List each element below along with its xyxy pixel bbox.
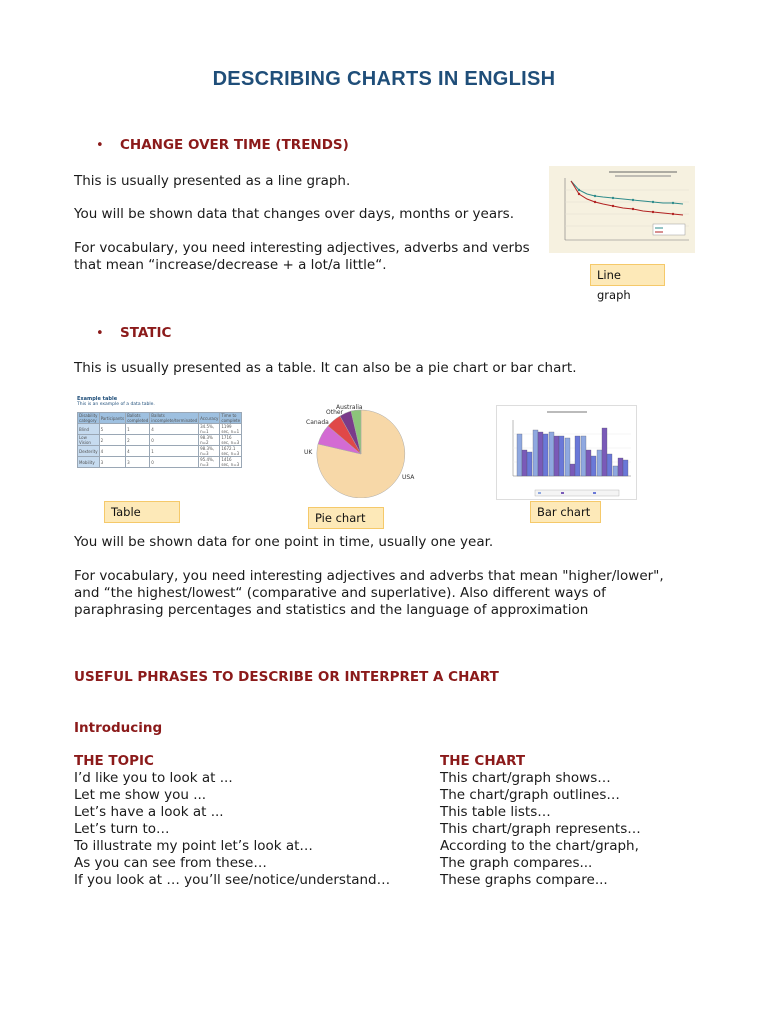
line-graph-thumbnail <box>549 166 695 253</box>
chart-phrase: This chart/graph shows… <box>440 770 611 786</box>
topic-column-title: THE TOPIC <box>74 753 154 769</box>
line-graph-caption: Line graph <box>590 264 665 286</box>
pie-label-other: Other <box>326 409 344 416</box>
trends-heading: CHANGE OVER TIME (TRENDS) <box>120 137 349 153</box>
static-paragraph-3b: and “the highest/lowest“ (comparative and superlative). Also different ways of <box>74 585 606 601</box>
table-cell: 1716 sec, n=3 <box>220 435 242 446</box>
chart-phrase: These graphs compare... <box>440 872 608 888</box>
table-thumbnail <box>77 396 241 488</box>
pie-label-canada: Canada <box>306 419 329 426</box>
trends-paragraph-3a: For vocabulary, you need interesting adjectives, adverbs and verbs <box>74 240 530 256</box>
table-cell: 98.3% n=2 <box>199 435 220 446</box>
table-header-row <box>78 413 242 424</box>
topic-phrase: Let’s have a look at ... <box>74 804 224 820</box>
table-header: Ballots completed <box>127 413 149 423</box>
topic-phrase: Let’s turn to… <box>74 821 170 837</box>
table-header: Ballots incomplete/terminated <box>151 413 198 423</box>
table-thumb-title: Example table <box>77 396 118 402</box>
pie-label-uk: UK <box>304 449 313 456</box>
chart-phrase: According to the chart/graph, <box>440 838 639 854</box>
topic-column <box>74 753 390 889</box>
table-cell: 5 <box>99 424 126 435</box>
bullet-icon: • <box>96 326 104 341</box>
static-paragraph-2: You will be shown data for one point in time, usually one year. <box>74 534 494 550</box>
topic-phrase: As you can see from these… <box>74 855 267 871</box>
table-cell: 95.4%, n=3 <box>199 457 220 468</box>
table-cell: 0 <box>150 457 199 468</box>
chart-phrase: This table lists… <box>440 804 551 820</box>
table-header: Time to complete <box>221 413 241 423</box>
sample-table <box>77 412 242 468</box>
table-row <box>78 457 242 468</box>
table-cell: 2 <box>126 435 150 446</box>
topic-phrase: Let me show you ... <box>74 787 207 803</box>
topic-phrase: To illustrate my point let’s look at… <box>74 838 313 854</box>
table-cell: Dexterity <box>78 446 100 457</box>
table-cell: 98.3%, n=3 <box>199 446 220 457</box>
table-header: Accuracy <box>199 413 220 424</box>
table-cell: 34.5%, n=1 <box>199 424 220 435</box>
table-cell: 3 <box>99 457 126 468</box>
phrases-heading: USEFUL PHRASES TO DESCRIBE OR INTERPRET A CHART <box>74 669 499 685</box>
static-heading: STATIC <box>120 325 172 341</box>
table-cell: 1 <box>126 424 150 435</box>
chart-phrase: The graph compares... <box>440 855 593 871</box>
chart-column <box>440 753 641 889</box>
table-cell: Low Vision <box>78 435 100 446</box>
static-paragraph-1: This is usually presented as a table. It can also be a pie chart or bar chart. <box>74 360 577 376</box>
topic-phrase: If you look at … you’ll see/notice/understand… <box>74 872 391 888</box>
pie-chart-thumbnail <box>298 402 418 498</box>
trends-paragraph-2: You will be shown data that changes over days, months or years. <box>74 206 514 222</box>
bar-chart-caption: Bar chart <box>530 501 601 523</box>
table-caption: Table <box>104 501 180 523</box>
pie-chart-image <box>298 402 418 498</box>
chart-column-title: THE CHART <box>440 753 526 769</box>
table-row <box>78 435 242 446</box>
trends-paragraph-3b: that mean “increase/decrease + a lot/a little“. <box>74 257 387 273</box>
table-cell: 4 <box>126 446 150 457</box>
table-cell: 4 <box>150 424 199 435</box>
table-cell: Mobility <box>78 457 100 468</box>
table-thumb-subtitle: This is an example of a data table. <box>77 402 155 407</box>
pie-chart-caption: Pie chart <box>308 507 384 529</box>
table-cell: Blind <box>78 424 100 435</box>
static-paragraph-3c: paraphrasing percentages and statistics and the language of approximation <box>74 602 589 618</box>
chart-phrase: This chart/graph represents… <box>440 821 641 837</box>
trends-paragraph-1: This is usually presented as a line graph. <box>74 173 351 189</box>
table-header: Disability category <box>79 413 98 423</box>
line-graph-image <box>549 166 695 253</box>
table-cell: 1199 sec, n=1 <box>220 424 242 435</box>
bar-chart-thumbnail <box>496 405 637 500</box>
bar-chart-image <box>497 406 636 499</box>
bullet-icon: • <box>96 138 104 153</box>
table-cell: 3 <box>126 457 150 468</box>
topic-phrase: I’d like you to look at ... <box>74 770 233 786</box>
table-row <box>78 424 242 435</box>
chart-phrase: The chart/graph outlines… <box>440 787 620 803</box>
table-cell: 4 <box>99 446 126 457</box>
introducing-subheading: Introducing <box>74 720 163 736</box>
table-cell: 1672.1 sec, n=3 <box>220 446 242 457</box>
static-paragraph-3a: For vocabulary, you need interesting adjectives and adverbs that mean "higher/lower", <box>74 568 664 584</box>
table-cell: 1 <box>150 446 199 457</box>
table-cell: 2 <box>99 435 126 446</box>
table-cell: 1416 sec, n=3 <box>220 457 242 468</box>
table-header: Participants <box>99 413 126 424</box>
table-row <box>78 446 242 457</box>
table-cell: 0 <box>150 435 199 446</box>
pie-label-australia: Australia <box>336 404 363 411</box>
pie-label-usa: USA <box>402 474 415 481</box>
page-title: DESCRIBING CHARTS IN ENGLISH <box>212 68 556 90</box>
